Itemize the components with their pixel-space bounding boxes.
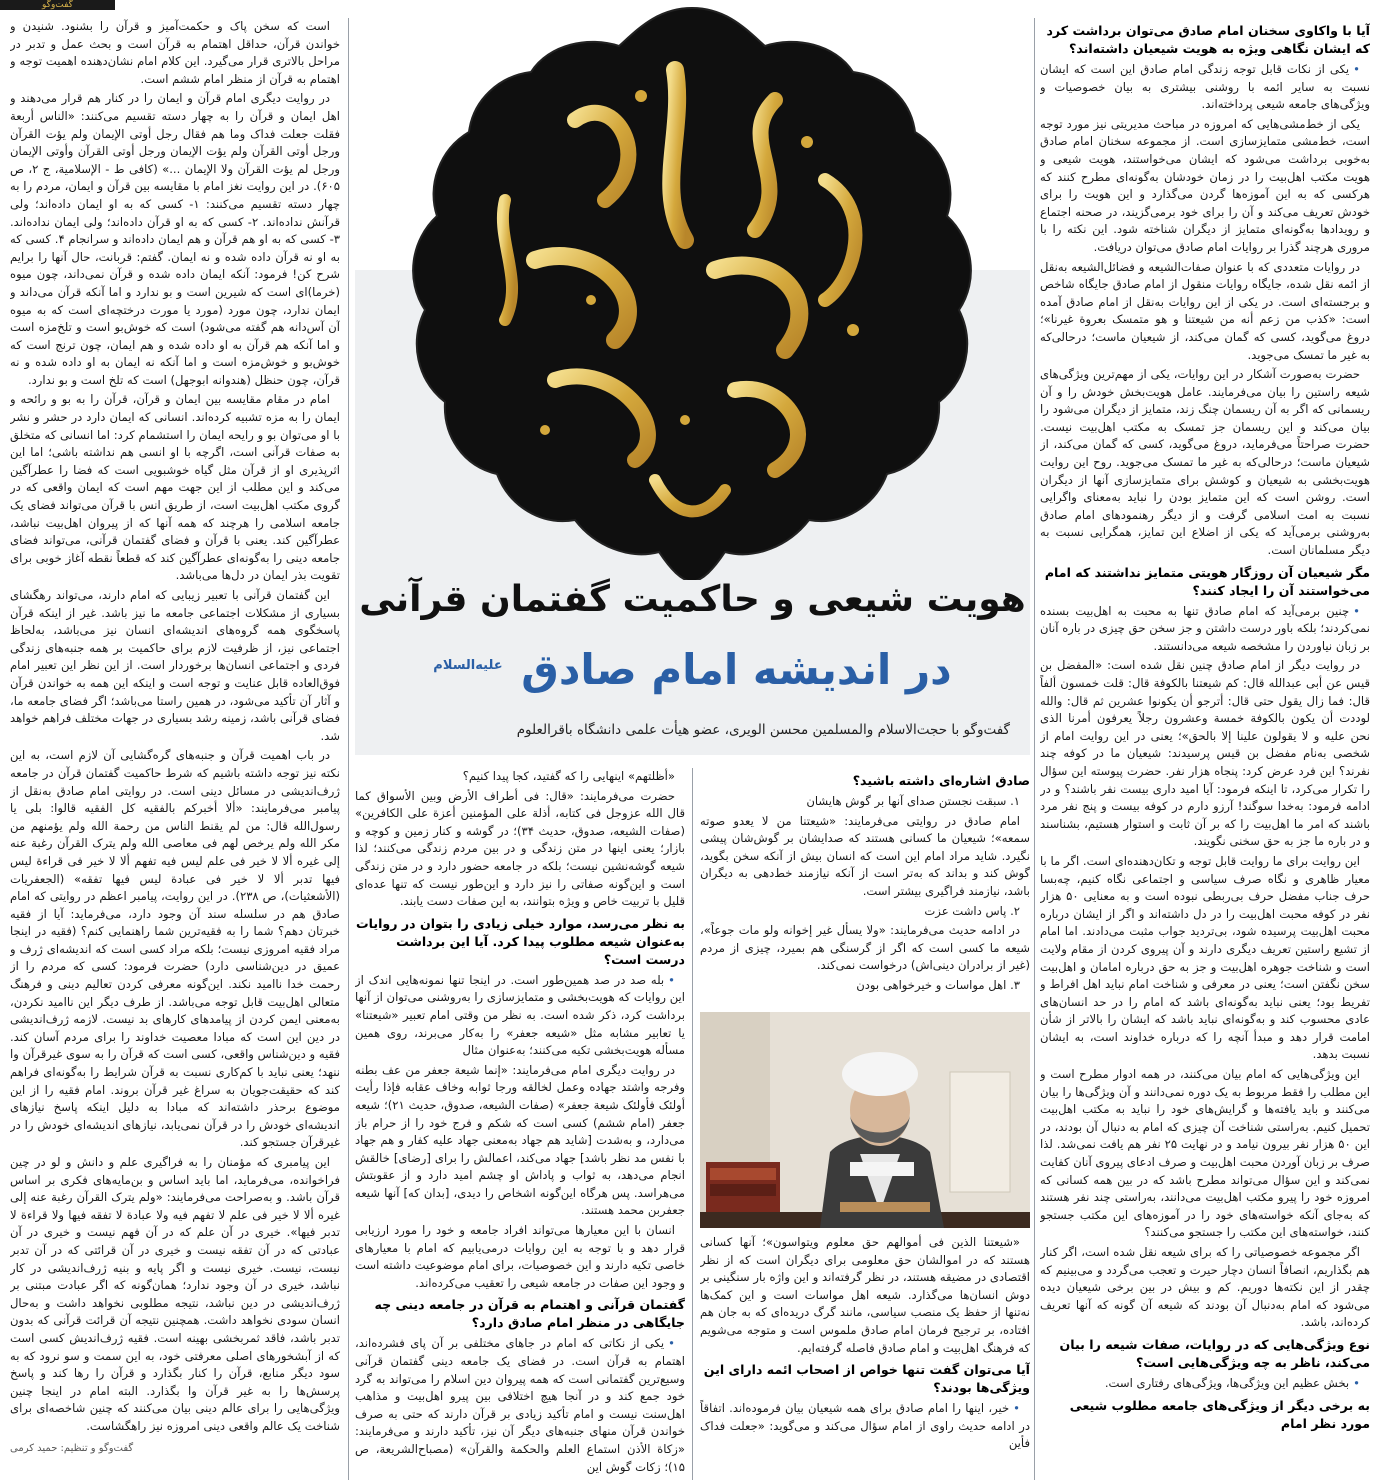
middle-left-column (355, 768, 685, 1480)
question-heading: آیا می‌توان گفت تنها خواص از اصحاب ائمه دارای این ویژگی‌ها بودند؟ (703, 1362, 1030, 1396)
body-paragraph: یکی از خط‌مشی‌هایی که امروزه در مباحث مدیریتی نیز مورد توجه است، خط‌مشی متمایزسازی است. از مجموعه سخنان امام صادق به‌خوبی برداشت می‌شود که ایشان می‌خواستند، هویت شیعی و هویت مکتب اهل‌بیت را در زمان خودشان به‌گونه‌ای مطرح کنند که هرکسی که به این آموزه‌ها گردن می‌گذارد و این هویت را برای خودش تعریف می‌کند و آن را برای خود برمی‌گزیند، در صحنه اجتماع و رویدادها به‌گونه‌ای متمایز از دیگران شناخته شود. این نکته را با مروری هرچند گذرا بر روایات امام صادق می‌توان دریافت. (1040, 116, 1370, 254)
column-divider (1034, 18, 1035, 1480)
column-divider (692, 768, 693, 1480)
body-paragraph: در روایات متعددی که با عنوان صفات‌الشیعه و فضائل‌الشیعه به‌نقل از ائمه نقل شده، جایگاه روایات منقول از امام صادق جایگاه شاخص و برجسته‌ای است. در یکی از این روایات به‌نقل از امام صادق آمده است: «کذب من زعم أنه من شیعتنا و هو متمسک بعروة غیرنا»؛ دروغ می‌گوید، کسی که گمان می‌کند، از شیعیان ماست؛ درحالی‌که به غیر ما تمسک می‌جوید. (1040, 259, 1370, 362)
answer-paragraph: • بله صد در صد همین‌طور است. در اینجا تنها نمونه‌هایی اندک از این روایات که هویت‌بخشی و متمایزسازی را به‌روشنی می‌توان از آنها برداشت کرد، ذکر شده است. به نظر من وقتی امام تعبیر «شیعتنا» یا تعابیر مشابه مثل «شیعه جعفر» را به‌کار می‌برند، روی همین مسأله هویت‌بخشی تکیه می‌کنند؛ به‌عنوان مثال (355, 972, 685, 1060)
body-paragraph: این ویژگی‌هایی که امام بیان می‌کنند، در همه ادوار مطرح است و این مطلب را فقط مربوط به یک دوره نمی‌دانند و آن ویژگی‌ها را بیان می‌کنند و باید یافته‌ها و گرایش‌های خود را نباید به مکتب اهل‌بیت تحمیل کنیم. به‌راستی شناخت آن چیزی که امام به دنبال آن بودند، در این ۵۰ هزار نفر بیرون نیامد و در نهایت ۲۵ نفر هم یافت نمی‌شد. لذا صرف بر زبان آوردن محبت اهل‌بیت و صرف ادعای پیروی آنان کفایت نمی‌کند و این سؤال می‌تواند مطرح باشد که در بین همه کسانی که امروزه خود را پیرو مکتب اهل‌بیت می‌دانند، به‌راستی چند نفر هستند که به‌جای آنکه خواسته‌های خود را در آموزه‌های این مکتب جستجو کنند، خواسته‌های این مکتب را جستجو می‌کنند؟ (1040, 1067, 1370, 1240)
body-paragraph: امام صادق در روایتی می‌فرمایند: «شیعتنا من لا یعدو صوته سمعه»؛ شیعیان ما کسانی هستند که صدایشان بر گوش‌شان پیشی نگیرد. شاید مراد امام این است که انسان بیش از آنکه سخن بگوید، گوش کند و بداند که به‌تر است از آنکه نیازمند خط‌دهی به دیگران باشد، نیازمند فراگیری بیشتر است. (700, 813, 1030, 898)
body-paragraph: ۲. پاس داشت عزت (924, 903, 1020, 918)
question-heading: گفتمان قرآنی و اهتمام به قرآن در جامعه دینی چه جایگاهی در منظر امام صادق دارد؟ (374, 1297, 685, 1331)
calligraphy-emblem (355, 0, 1030, 580)
section-badge: گفت‌وگو (0, 0, 115, 10)
body-paragraph: «شیعتنا الذین فی أموالهم حق معلوم ویتواسون»؛ آنها کسانی هستند که در اموالشان حق معلومی برای دیگران است که از نظر اقتصادی در مضیقه هستند، در نظر گرفته‌اند و این واژه بار سنگینی بر دوش انسان‌ها می‌گذارد. شیعه اهل مواسات است و این کمک‌ها نه‌تنها از حفظ یک منصب سیاسی، مانند گرگ دریده‌ای که به جان هم افتاده، بر ترجیح فرمان امام صادق ملموس است و متوجه می‌شویم که فرهنگ اهل‌بیت و امام صادق فاصله گرفته‌ایم. (700, 1235, 1030, 1355)
column-divider (348, 18, 349, 1480)
body-paragraph: حضرت می‌فرمایند: «قال: فی أطراف الأرض وبین الأسواق کما قال الله عزوجل فی کتابه، أذلة علی المؤمنین أعزة علی الکافرین» (صفات الشیعه، صدوق، حدیث ۳۴)؛ در گوشه و کنار زمین و کوچه و بازار؛ یعنی اینها در متن زندگی و در بین مردم زندگی می‌کنند؛ لذا شیعه گوشه‌نشین نیست؛ بلکه در جامعه حضور دارد و در متن زندگی است و این‌گونه صفاتی را نیز دارد و این‌طور نیست که تنها عده‌ای قلیل با تربیت خاص و ویژه بتوانند، به این صفات دست یابند. (355, 788, 685, 909)
body-paragraph: است که سخن پاک و حکمت‌آمیز و قرآن را بشنود. شنیدن و خواندن قرآن، حداقل اهتمام به قرآن است و بحث عمل و تدبر در مراحل بالاتری قرار می‌گیرد. این کلام امام نشان‌دهنده اهمیت توجه و اهتمام به قرآن از منظر امام ششم است. (10, 19, 340, 86)
byline: گفت‌وگو و تنظیم: حمید کرمی (10, 1442, 134, 1454)
left-column (10, 18, 340, 1480)
answer-paragraph: • یکی از نکات قابل توجه زندگی امام صادق این است که ایشان نسبت به سایر ائمه با روشنی بیشتری به بیان خصوصیات و ویژگی‌های جامعه شیعی پرداخته‌اند. (1040, 61, 1370, 114)
body-paragraph: این پیامبری که مؤمنان را به فراگیری علم و دانش و لو در چین فراخوانده، می‌فرماید، اما باید اساس و بن‌مایه‌های فکری بر اساس قرآن باشد. و به‌صراحت می‌فرمایند: «ولم یترک القرآن رغبة عنه إلی غیره ألا لا خیر فی علم لا تفهم فیه ولا عبادة لا تفقه فیها ولا قراءة لا تدبر فیها». خیری در آن علم که در آن فهم نیست و خیری در آن عبادتی که در آن تفقه نیست و خیری در آن قرائتی که در آن تدبر نیست، نیست. خیری نیست و اگر پایه و بنیه ژرف‌اندیشی در کار نباشد، خیری در آن وجود ندارد؛ همان‌گونه که اگر عبادت مبتنی بر ژرف‌اندیشی در دین نباشد، نتیجه مطلوبی نخواهد داشت و به‌حال انسان سودی نخواهد داشت. همچنین نتیجه آن قرائت قرآنی که بدون تدبر باشد، فاقد ثمربخشی بهینه است. فقیه ژرف‌اندیش کسی است که از آبشخورهای اصلی معرفتی خود، به این سمت و سو نرود که به سود دیگر منابع، قرآن را کنار بگذارد و قرآن را رها کند و پاسخ پرسش‌ها را به غیر قرآن وا بگذارد. البته امام در اینجا چنین ویژگی‌هایی را برای عالم دینی بیان می‌کنند که چنین شاخصه‌ای برای شناخت یک عالم واقعی دینی امروزه نیز راهگشاست. (10, 1155, 340, 1433)
middle-right-column (700, 768, 1030, 1008)
headline-line2 (355, 640, 1030, 696)
body-paragraph: این روایت برای ما روایت قابل توجه و تکان‌دهنده‌ای است. اگر ما با معیار ظاهری و نگاه صرف سیاسی و اجتماعی نگاه کنیم، چه‌بسا حرف جناب مفضل حرف بی‌ربطی نبوده است و به معنایی ۵۰ هزار نفر در کوفه محبت اهل‌بیت را در دل داشته‌اند و اگر از ایشان درباره محبت اهل‌بیت پرسیده شود، بی‌تردید جواب مثبت می‌دادند. اما امام از تشیع راستین تعریف دیگری دارند و آن پیروی کردن از مقام ولایت است و شناخت جوهره اهل‌بیت و جز به حق درباره امامان و اهل‌بیت سخن نگفتن است؛ یعنی در معرفی و شناخت امام نباید اهل افراط و تفریط بود؛ یعنی نباید به‌گونه‌ای باشد که امام را در حد انسان‌های عادی محسوب کند و به‌گونه‌ای نباید باشد که ایشان را بالاتر از شأن امامت قرار دهد و مبدأ آنچه را که درباره خداوند است، به ایشان نسبت بدهد. (1040, 853, 1370, 1062)
question-heading: به برخی دیگر از ویژگی‌های جامعه مطلوب شیعی مورد نظر امام (1069, 1397, 1370, 1431)
right-column (1040, 18, 1370, 1480)
body-paragraph: انسان با این معیارها می‌تواند افراد جامعه و خود را مورد ارزیابی قرار دهد و با توجه به این روایات درمی‌یابیم که امام با معیارهای خاصی تکیه دارند و این خصوصیات، برای امام موضوعیت داشته است و وجود این صفات در جامعه شیعی را تعقیب می‌کرده‌اند. (355, 1223, 685, 1290)
body-paragraph: ۳. اهل مواسات و خیرخواهی بودن (856, 977, 1020, 992)
question-heading: مگر شیعیان آن روزگار هویتی متمایز نداشتند که امام می‌خواستند آن را ایجاد کنند؟ (1044, 564, 1370, 598)
middle-right-bottom (700, 1234, 1030, 1480)
answer-paragraph: • یکی از نکاتی که امام در جاهای مختلفی بر آن پای فشرده‌اند، اهتمام به قرآن است. در فضای یک جامعه دینی گفتمان قرآنی وسیع‌ترین گفتمانی است که همه پیروان دین اسلام را می‌تواند به گرد خود جمع کند و در آنجا هیچ اختلافی بین پیرو اهل‌بیت و مذاهب اهل‌سنت نیست و امام تأکید زیادی بر قرآن دارند که حتی به صرف خواندن قرآن منهای جنبه‌های دیگر آن نیز، تأکید دارند و می‌فرمایند: «زکاة الأذن استماع العلم والحکمة والقرآن» (مصباح‌الشریعة، ص ۱۵)؛ زکات گوش این (355, 1335, 685, 1476)
body-paragraph: این گفتمان قرآنی با تعبیر زیبایی که امام دارند، می‌تواند رهگشای بسیاری از مشکلات اجتماعی جامعه ما نیز باشد. غیر از اینکه قرآن پاسخگوی همه گروه‌های اندیشه‌ای انسان نیز می‌باشد، به‌لحاظ اجتماعی نیز، از ظرفیت لازم برای حاکمیت بر همه جنبه‌های زندگی فردی و اجتماعی انسان‌ها برخوردار است. از این نظر این تعبیر امام فوق‌العاده قابل عنایت و توجه است و اینکه این همه به خواندن قرآن و آثار آن تأکید می‌شود، در همین راستا می‌باشد؛ اگر فضای جامعه ما، فضای قرآنی باشد، زمینه رشد بسیاری در جهات مختلف فراهم خواهد شد. (10, 588, 340, 743)
question-heading: آیا با واکاوی سخنان امام صادق می‌توان برداشت کرد که ایشان نگاهی ویژه به هویت شیعیان داشته‌اند؟ (1046, 23, 1370, 56)
question-heading: نوع ویژگی‌هایی که در روایات، صفات شیعه را بیان می‌کند، ناظر به چه ویژگی‌هایی است؟ (1059, 1336, 1370, 1370)
question-heading: صادق اشاره‌ای داشته باشید؟ (852, 773, 1030, 788)
body-paragraph: در روایت دیگر از امام صادق چنین نقل شده است: «المفضل بن قیس عن أبی عبدالله قال: کم شیعتنا بالکوفة قال: قلت خمسون ألفاً قال: فما زال یقول حتی قال: أترجو أن یکونوا عشرین ثم قال: والله لوددت أن یکون بالکوفة خمسة وعشرون رجلاً یعرفون أمرنا الذی نحن علیه و لا یقولون علینا إلا بالحق»؛ یعنی در این روایت امام از شخصی به‌نام مفضل بن قیس پرسیدند: شیعیان ما در کوفه چند نفرند؟ این فرد عرض کرد: پنجاه هزار نفر. حضرت پیوسته این سؤال را تکرار می‌کرد، تا اینکه فرمود: آیا امید داری بیست نفر باشند؟ و در ادامه فرمود: به‌خدا سوگند! آرزو دارم در کوفه بیست و پنج نفر مرد باشند که امر ما اهل‌بیت را که بر آن ثابت و استوار هستیم، بشناسند و در باره ما جز به حق سخنی نگویند. (1040, 658, 1370, 849)
subtitle: گفت‌وگو با حجت‌الاسلام والمسلمین محسن الویری، عضو هیأت علمی دانشگاه باقرالعلوم (516, 722, 1010, 738)
answer-paragraph: • خیر، اینها را امام صادق برای همه شیعیان بیان فرموده‌اند. اتفاقاً در ادامه حدیث راوی از امام سؤال می‌کند و می‌گوید: «جعلت فداک فأین (700, 1400, 1030, 1453)
body-paragraph: در باب اهمیت قرآن و جنبه‌های گره‌گشایی آن لازم است، به این نکته نیز توجه داشته باشیم که شرط حاکمیت گفتمان قرآن در جامعه ژرف‌اندیشی در مسائل دینی است. در روایتی امام صادق به‌نقل از پیامبر می‌فرمایند: «ألا أخبرکم بالفقیه کل الفقیه قالوا: بلی یا رسول‌الله قال: من لم یقنط الناس من رحمة الله ولم یؤمنهم من مکر الله ولم یرخص لهم فی معاصی الله ولم یترک القرآن رغبة عنه إلی غیره ألا لا خیر فی علم لیس فیه تفهم ألا لا خیر فی قراءة لیس فیها تدبر ألا لا خیر فی عبادة لیس فیها تفقه» (الجعفریات (الأشعثیات)، ص ۲۳۸). در این روایت، پیامبر اعظم در روایتی که امام صادق هم در سلسله سند آن وجود دارد، می‌فرماید: آیا از فقیه خبرتان دهم؟ شما را به فقیه‌ترین شما راهنمایی کنم؟ (فقیه در اینجا مراد فقیه امروزی نیست؛ بلکه مراد کسی است که اندیشه‌ای ژرف و عمیق در دین‌شناسی دارد) حضرت فرمود: کسی که مردم را از رحمت خدا ناامید نکند. این‌گونه معرفی کردن تعالیم دینی و فرهنگ متعالی اهل‌بیت قابل توجه می‌باشد. از طرف دیگر این ناامید نکردن، به‌معنی ایمن کردن از پیامدهای کارهای بد نیست. لازمه ژرف‌اندیشی در دین این است که مبادا معصیت خداوند را برای مردم آسان کند. فقیه و دین‌شناس واقعی، کسی است که قرآن را به سوی غیرقرآن وا ننهد؛ یعنی نباید با کم‌کاری نسبت به قرآن شرایط را به‌گونه‌ای فراهم کند که حقیقت‌جویان به سراغ غیر قرآن بروند. امام فقیه را از این موضوع برحذر داشته‌اند که مبادا به دلیل اینکه پاسخ نیازهای اندیشه‌ای خودش را در قرآن نمی‌یابد، نیازهای اندیشه‌ای خودش را در غیرقرآن جستجو کند. (10, 748, 340, 1150)
answer-paragraph: • چنین برمی‌آید که امام صادق تنها به محبت به اهل‌بیت بسنده نمی‌کردند؛ بلکه باور درست داشتن و جز سخن حق چیزی در باره آنان بر زبان نیاوردن را مشخصه شیعه می‌دانستند. (1040, 603, 1370, 656)
photo-illustration (700, 1012, 1030, 1228)
headline-line1: هویت شیعی و حاکمیت گفتمان قرآنی (359, 579, 1026, 620)
body-paragraph: امام در مقام مقایسه بین ایمان و قرآن، قرآن را به بو و رائحه و ایمان را به مزه تشبیه کرده‌اند. انسانی که ایمان دارد در حشر و نشر با او می‌توان بو و رایحه ایمان را استشمام کرد: اما انسانی که متخلق به صفات قرآنی است، اگرچه با او انسی هم نداشته باشی؛ اما این اثرپذیری او از قرآن مثل گیاه خوشبویی است که فضا را عطرآگین می‌کند و این مطلب از این جهت مهم است که ایمان واقعی که در گروی مکتب اهل‌بیت است، از طریق انس با قرآن می‌تواند فضای یک جامعه اسلامی را هرچند که همه آنها که از پیروان اهل‌بیت نباشد، عطرآگین کند. یعنی با قرآن و فضای گفتمان قرآنی، می‌تواند فضای جامعه دینی را به‌گونه‌ای عطرآگین کند که قطعاً نقطه آغاز خوبی برای تقویت بذر ایمان در دل‌ها می‌باشد. (10, 392, 340, 583)
feature-header (355, 0, 1030, 755)
body-paragraph: در روایت دیگری امام قرآن و ایمان را در کنار هم قرار می‌دهند و اهل ایمان و قرآن را به چهار دسته تقسیم می‌کنند: «الناس أربعة فقلت جعلت فداک وما هم فقال رجل أوتی الإیمان ولم یؤت القرآن ورجل أوتی القرآن ولم یؤت الإیمان ورجل أوتی القرآن وأوتی الإیمان ورجل لم یؤت القرآن ولا الإیمان ...» (کافی ط - الإسلامیة، ج ۲، ص ۶۰۵). در این روایت نغز امام با مقایسه بین قرآن و ایمان، مردم را به چهار دسته تقسیم می‌کنند: ۱- کسی که به او ایمان داده‌اند؛ ولی قرآنش نداده‌اند. ۲- کسی که به او قرآن داده‌اند؛ ولی ایمان نداده‌اند. ۳- کسی که به او هم قرآن و هم ایمان داده‌اند و سرانجام ۴. کسی که به او نه قرآن داده شده و نه ایمان. گفتم: قربانت، حال آنها را برایم شرح کن! فرمود: آنکه ایمان داده شده و قرآن نمی‌داند، چون میوه (خرما)‌ای است که شیرین است و بو ندارد و اما آنکه قرآن می‌داند و ایمان ندارد، چون مورد (مورد یا مورت درختچه‌ای است که به میوه آن آس‌دانه هم گفته می‌شود) است که خوش‌بو است و تلخ‌مزه است و اما آنکه هم قرآن به او داده شده و هم ایمان، چون ترنج است که خوش‌بو و خوش‌مزه است و اما آنکه نه ایمان به او داده شده و نه قرآن، چون حنظل (هندوانه ابوجهل) است که تلخ است و بو ندارد. (10, 91, 340, 387)
body-paragraph: «أظلتهم» اینهایی را که گفتید، کجا پیدا کنیم؟ (462, 769, 675, 783)
body-paragraph: ۱. سبقت نجستن صدای آنها بر گوش هایشان (806, 794, 1020, 808)
answer-paragraph: • بخش عظیم این ویژگی‌ها، ویژگی‌های رفتاری است. (1040, 1375, 1370, 1393)
interviewee-photo (700, 1012, 1030, 1228)
headline-line2-text: در اندیشه امام صادق (521, 645, 952, 694)
body-paragraph: حضرت به‌صورت آشکار در این روایات، یکی از مهم‌ترین ویژگی‌های شیعه راستین را بیان می‌فرمایند. عامل هویت‌بخش خودش را و آن ریسمانی که اگر به آن ریسمان چنگ زند، متمایز از دیگران می‌شود را بیان می‌کند و این ریسمان جز تمسک به مکتب اهل‌بیت نیست. حضرت صراحتاً می‌فرماید، دروغ می‌گوید، کسی که گمان می‌کند، از شیعیان ماست؛ درحالی‌که به غیر ما تمسک می‌جوید. روح این روایت هویت‌بخشی به شیعیان و کوشش برای متمایزسازی آنها از دیگران است. روشن است که این متمایز بودن را نباید به‌معنای واگرایی نسبت به امت اسلامی گرفت و از دیگر رهنمودهای امام صادق به‌روشنی برمی‌آید که یکی از اضلاع این تمایز، همگرایی نسبت به دیگر مسلمانان است. (1040, 367, 1370, 558)
question-heading: به نظر می‌رسد، موارد خیلی زیادی را بتوان در روایات به‌عنوان شیعه مطلوب پیدا کرد. آیا این برداشت درست است؟ (355, 915, 685, 967)
honorific: علیه‌السلام (433, 658, 503, 673)
body-paragraph: در ادامه حدیث می‌فرمایند: «ولا یسأل غیر إخوانه ولو مات جوعاً»، شیعه ما کسی است که اگر از گرسنگی هم بمیرد، چیزی از مردم (غیر از برادران دینی‌اش) درخواست نمی‌کند. (700, 923, 1030, 973)
body-paragraph: اگر مجموعه خصوصیاتی را که برای شیعه نقل شده است، اگر کنار هم بگذاریم، انصافاً انسان دچار حیرت و تعجب می‌گردد و می‌بینیم که چقدر از این نکته‌ها دوریم. کم و بیش در بین برخی شیعیان دیده می‌شود که امام به‌دنبال آن بودند که شیعه آن گونه که آنها تعریف کرده‌اند، باشد. (1040, 1245, 1370, 1330)
emblem-shape (413, 8, 971, 580)
body-paragraph: در روایت دیگری امام می‌فرمایند: «إنما شیعة جعفر من عف بطنه وفرجه واشتد جهاده وعمل لخالقه ورجا ثوابه وخاف عقابه فإذا رأیت أولئک فأولئک شیعة جعفر» (صفات الشیعه، صدوق، حدیث ۲۱)؛ شیعه جعفر (امام ششم) کسی است که شکم و فرج خود را از حرام باز می‌دارد، و به‌شدت [شاید هم جهاد به‌معنی جهاد علیه کفار و هم جهاد با نفس مد نظر باشد] جهاد می‌کند، اعمالش را برای [رضای] خالقش انجام می‌دهد، به ثواب و پاداش او چشم امید دارد و از عقوبتش می‌هراسد. پس هرگاه این‌گونه اشخاص را دیدی، [بدان که] آنها شیعه جعفربن محمد هستند. (355, 1062, 685, 1218)
